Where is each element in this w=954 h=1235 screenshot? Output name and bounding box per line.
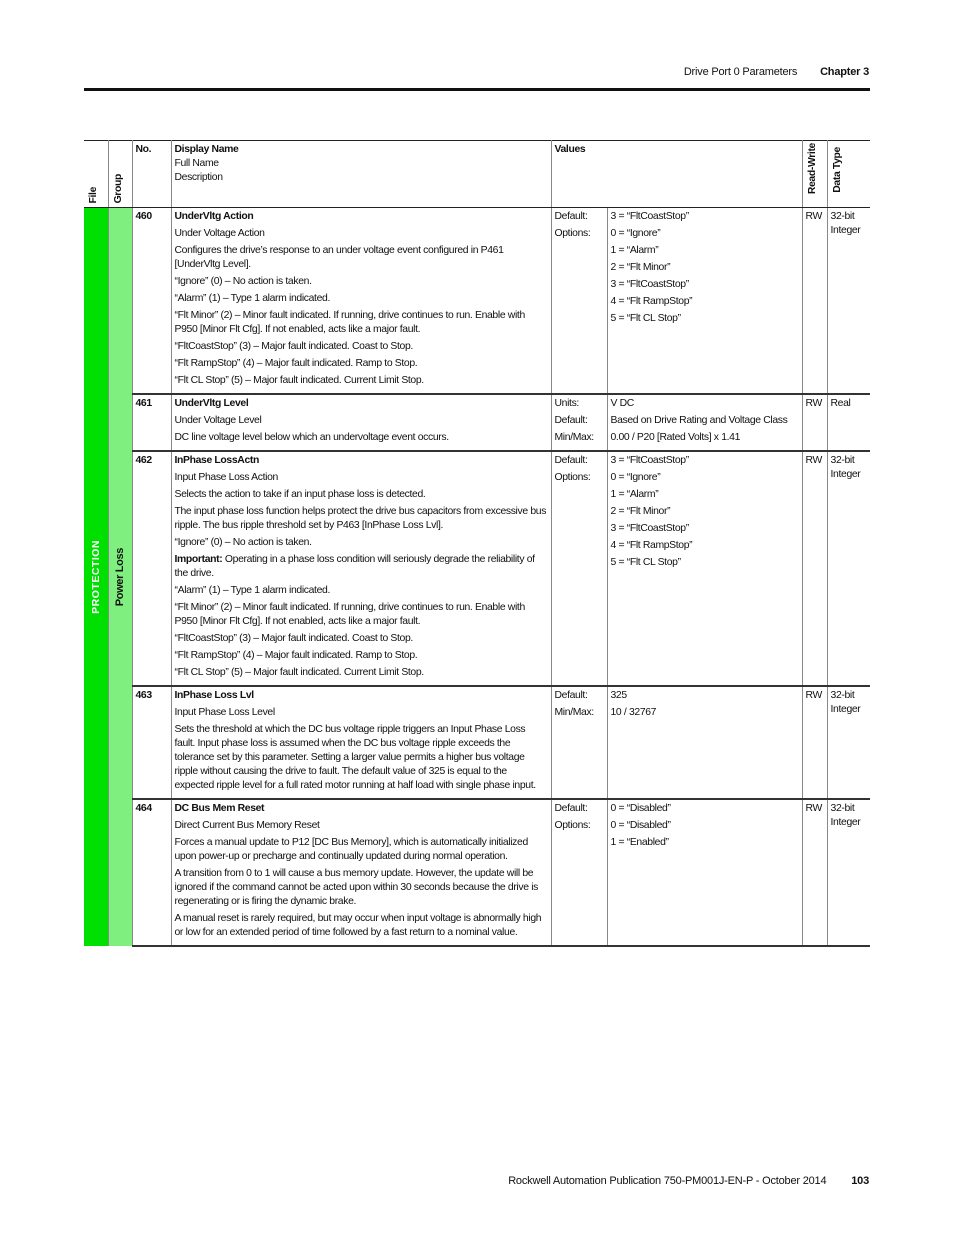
param-full-name: Direct Current Bus Memory Reset bbox=[174, 820, 320, 831]
param-description-cell bbox=[171, 451, 551, 686]
value-item: V DC bbox=[610, 398, 634, 409]
value-item: 4 = “Flt RampStop” bbox=[610, 296, 693, 307]
param-description-line: “Flt RampStop” (4) – Major fault indicated. Ramp to Stop. bbox=[174, 650, 418, 661]
param-description-line: Forces a manual update to P12 [DC Bus Memory], which is automatically initialized upon power-up or precharge and continually updated during normal operation. bbox=[174, 837, 528, 862]
col-display-name: Display Name Full Name Description bbox=[171, 141, 551, 208]
data-type-value: 32-bit Integer bbox=[827, 799, 870, 946]
value-label: Default: bbox=[554, 455, 588, 466]
table-row bbox=[84, 799, 870, 946]
value-label: Min/Max: bbox=[554, 707, 594, 718]
section-title: Drive Port 0 Parameters bbox=[683, 66, 798, 78]
parameter-table-wrapper bbox=[84, 140, 870, 947]
table-header-row bbox=[84, 141, 870, 208]
value-label: Options: bbox=[554, 472, 591, 483]
value-item: 0 = “Ignore” bbox=[610, 228, 661, 239]
important-text: Operating in a phase loss condition will seriously degrade the reliability of the drive. bbox=[174, 554, 535, 579]
value-item: 2 = “Flt Minor” bbox=[610, 262, 671, 273]
param-description-line: “Flt CL Stop” (5) – Major fault indicated. Current Limit Stop. bbox=[174, 667, 424, 678]
value-item: 1 = “Alarm” bbox=[610, 489, 659, 500]
param-description-line: “Alarm” (1) – Type 1 alarm indicated. bbox=[174, 585, 330, 596]
param-description-line: Configures the drive’s response to an under voltage event configured in P461 [UnderVltg Level]. bbox=[174, 245, 504, 270]
col-data-type: Data Type bbox=[827, 141, 870, 208]
value-label: Options: bbox=[554, 228, 591, 239]
read-write-value: RW bbox=[802, 451, 827, 686]
value-labels bbox=[551, 799, 607, 946]
value-label: Default: bbox=[554, 690, 588, 701]
group-cell: Power Loss bbox=[108, 208, 132, 947]
value-item: 2 = “Flt Minor” bbox=[610, 506, 671, 517]
value-item: 3 = “FltCoastStop” bbox=[610, 455, 689, 466]
param-number: 461 bbox=[132, 394, 171, 451]
value-list bbox=[607, 451, 802, 686]
param-description-line: “FltCoastStop” (3) – Major fault indicated. Coast to Stop. bbox=[174, 633, 413, 644]
col-group: Group bbox=[108, 141, 132, 208]
param-full-name: Input Phase Loss Level bbox=[174, 707, 275, 718]
param-full-name: Input Phase Loss Action bbox=[174, 472, 278, 483]
param-display-name: InPhase LossActn bbox=[174, 455, 259, 466]
param-description-line: A manual reset is rarely required, but may occur when input voltage is abnormally high or low for an extended period of time followed by a fast return to a nominal value. bbox=[174, 913, 542, 938]
value-item: 10 / 32767 bbox=[610, 707, 657, 718]
value-label: Units: bbox=[554, 398, 579, 409]
value-item: 0 = “Disabled” bbox=[610, 803, 671, 814]
value-label: Min/Max: bbox=[554, 432, 594, 443]
data-type-value: Real bbox=[827, 394, 870, 451]
value-labels bbox=[551, 394, 607, 451]
value-label: Default: bbox=[554, 415, 588, 426]
value-list bbox=[607, 799, 802, 946]
value-label: Default: bbox=[554, 803, 588, 814]
param-number: 460 bbox=[132, 208, 171, 395]
param-description-cell bbox=[171, 799, 551, 946]
param-display-name: UnderVltg Level bbox=[174, 398, 249, 409]
param-full-name: Under Voltage Action bbox=[174, 228, 265, 239]
value-item: Based on Drive Rating and Voltage Class bbox=[610, 415, 788, 426]
read-write-value: RW bbox=[802, 686, 827, 799]
read-write-value: RW bbox=[802, 799, 827, 946]
publication-info: Rockwell Automation Publication 750-PM001J-EN-P - October 2014 bbox=[508, 1175, 827, 1187]
param-number: 463 bbox=[132, 686, 171, 799]
param-display-name: UnderVltg Action bbox=[174, 211, 254, 222]
param-display-name: DC Bus Mem Reset bbox=[174, 803, 265, 814]
param-number: 462 bbox=[132, 451, 171, 686]
param-description-line: DC line voltage level below which an undervoltage event occurs. bbox=[174, 432, 449, 443]
value-item: 0 = “Disabled” bbox=[610, 820, 671, 831]
chapter-label: Chapter 3 bbox=[820, 66, 869, 78]
param-description-line: Sets the threshold at which the DC bus voltage ripple triggers an Input Phase Loss fault. Input phase loss is assumed when the DC bus voltage ripple exceeds the tolerance set by this parameter. Setting a larger value permits a higher bus voltage ripple without causing the drive to fault. The default value of 325 is equal to the expected ripple level for a full rated motor running at half load with single phase input. bbox=[174, 724, 536, 791]
param-description-line: “Flt Minor” (2) – Minor fault indicated. If running, drive continues to run. Enable with P950 [Minor Flt Cfg]. If not enabled, acts like a major fault. bbox=[174, 602, 525, 627]
value-item: 0.00 / P20 [Rated Volts] x 1.41 bbox=[610, 432, 741, 443]
read-write-value: RW bbox=[802, 208, 827, 395]
value-item: 0 = “Ignore” bbox=[610, 472, 661, 483]
value-labels bbox=[551, 686, 607, 799]
param-number: 464 bbox=[132, 799, 171, 946]
table-body bbox=[84, 208, 870, 947]
param-description-cell bbox=[171, 686, 551, 799]
important-label: Important: bbox=[174, 554, 223, 565]
value-item: 325 bbox=[610, 690, 627, 701]
table-row bbox=[84, 686, 870, 799]
table-row bbox=[84, 208, 870, 395]
param-description-cell bbox=[171, 394, 551, 451]
value-item: 3 = “FltCoastStop” bbox=[610, 211, 689, 222]
value-labels bbox=[551, 451, 607, 686]
param-description-line: “Flt CL Stop” (5) – Major fault indicated. Current Limit Stop. bbox=[174, 375, 424, 386]
param-description-line: The input phase loss function helps protect the drive bus capacitors from excessive bus ripple. The bus ripple threshold set by P463 [InPhase Loss Lvl]. bbox=[174, 506, 547, 531]
value-label: Default: bbox=[554, 211, 588, 222]
page-footer bbox=[508, 1175, 869, 1187]
param-description-line: Selects the action to take if an input phase loss is detected. bbox=[174, 489, 426, 500]
param-description-line: “Flt Minor” (2) – Minor fault indicated. If running, drive continues to run. Enable with P950 [Minor Flt Cfg]. If not enabled, acts like a major fault. bbox=[174, 310, 525, 335]
col-read-write: Read-Write bbox=[802, 141, 827, 208]
important-note bbox=[175, 553, 548, 581]
value-item: 5 = “Flt CL Stop” bbox=[610, 557, 681, 568]
param-description-line: “FltCoastStop” (3) – Major fault indicated. Coast to Stop. bbox=[174, 341, 413, 352]
running-header bbox=[684, 66, 869, 78]
table-row bbox=[84, 394, 870, 451]
col-values: Values bbox=[551, 141, 802, 208]
value-item: 4 = “Flt RampStop” bbox=[610, 540, 693, 551]
param-description-line: “Flt RampStop” (4) – Major fault indicated. Ramp to Stop. bbox=[174, 358, 418, 369]
param-full-name: Under Voltage Level bbox=[174, 415, 262, 426]
value-list bbox=[607, 208, 802, 395]
value-list bbox=[607, 686, 802, 799]
value-label: Options: bbox=[554, 820, 591, 831]
param-display-name: InPhase Loss Lvl bbox=[174, 690, 254, 701]
param-description-cell bbox=[171, 208, 551, 395]
data-type-value: 32-bit Integer bbox=[827, 208, 870, 395]
data-type-value: 32-bit Integer bbox=[827, 686, 870, 799]
read-write-value: RW bbox=[802, 394, 827, 451]
param-description-line: “Alarm” (1) – Type 1 alarm indicated. bbox=[174, 293, 330, 304]
value-item: 5 = “Flt CL Stop” bbox=[610, 313, 681, 324]
data-type-value: 32-bit Integer bbox=[827, 451, 870, 686]
parameter-table bbox=[84, 140, 870, 947]
value-item: 3 = “FltCoastStop” bbox=[610, 523, 689, 534]
col-file: File bbox=[84, 141, 108, 208]
header-rule bbox=[84, 88, 870, 91]
value-item: 3 = “FltCoastStop” bbox=[610, 279, 689, 290]
param-description-line: “Ignore” (0) – No action is taken. bbox=[174, 537, 312, 548]
page-number: 103 bbox=[851, 1175, 869, 1187]
param-description-line: A transition from 0 to 1 will cause a bus memory update. However, the update will be ignored if the command cannot be acted upon within 30 seconds because the drive is regenerating or is firing the dynamic brake. bbox=[174, 868, 539, 907]
value-labels bbox=[551, 208, 607, 395]
file-cell: PROTECTION bbox=[84, 208, 108, 947]
value-item: 1 = “Enabled” bbox=[610, 837, 669, 848]
table-row bbox=[84, 451, 870, 686]
col-no: No. bbox=[132, 141, 171, 208]
value-item: 1 = “Alarm” bbox=[610, 245, 659, 256]
param-description-line: “Ignore” (0) – No action is taken. bbox=[174, 276, 312, 287]
value-list bbox=[607, 394, 802, 451]
